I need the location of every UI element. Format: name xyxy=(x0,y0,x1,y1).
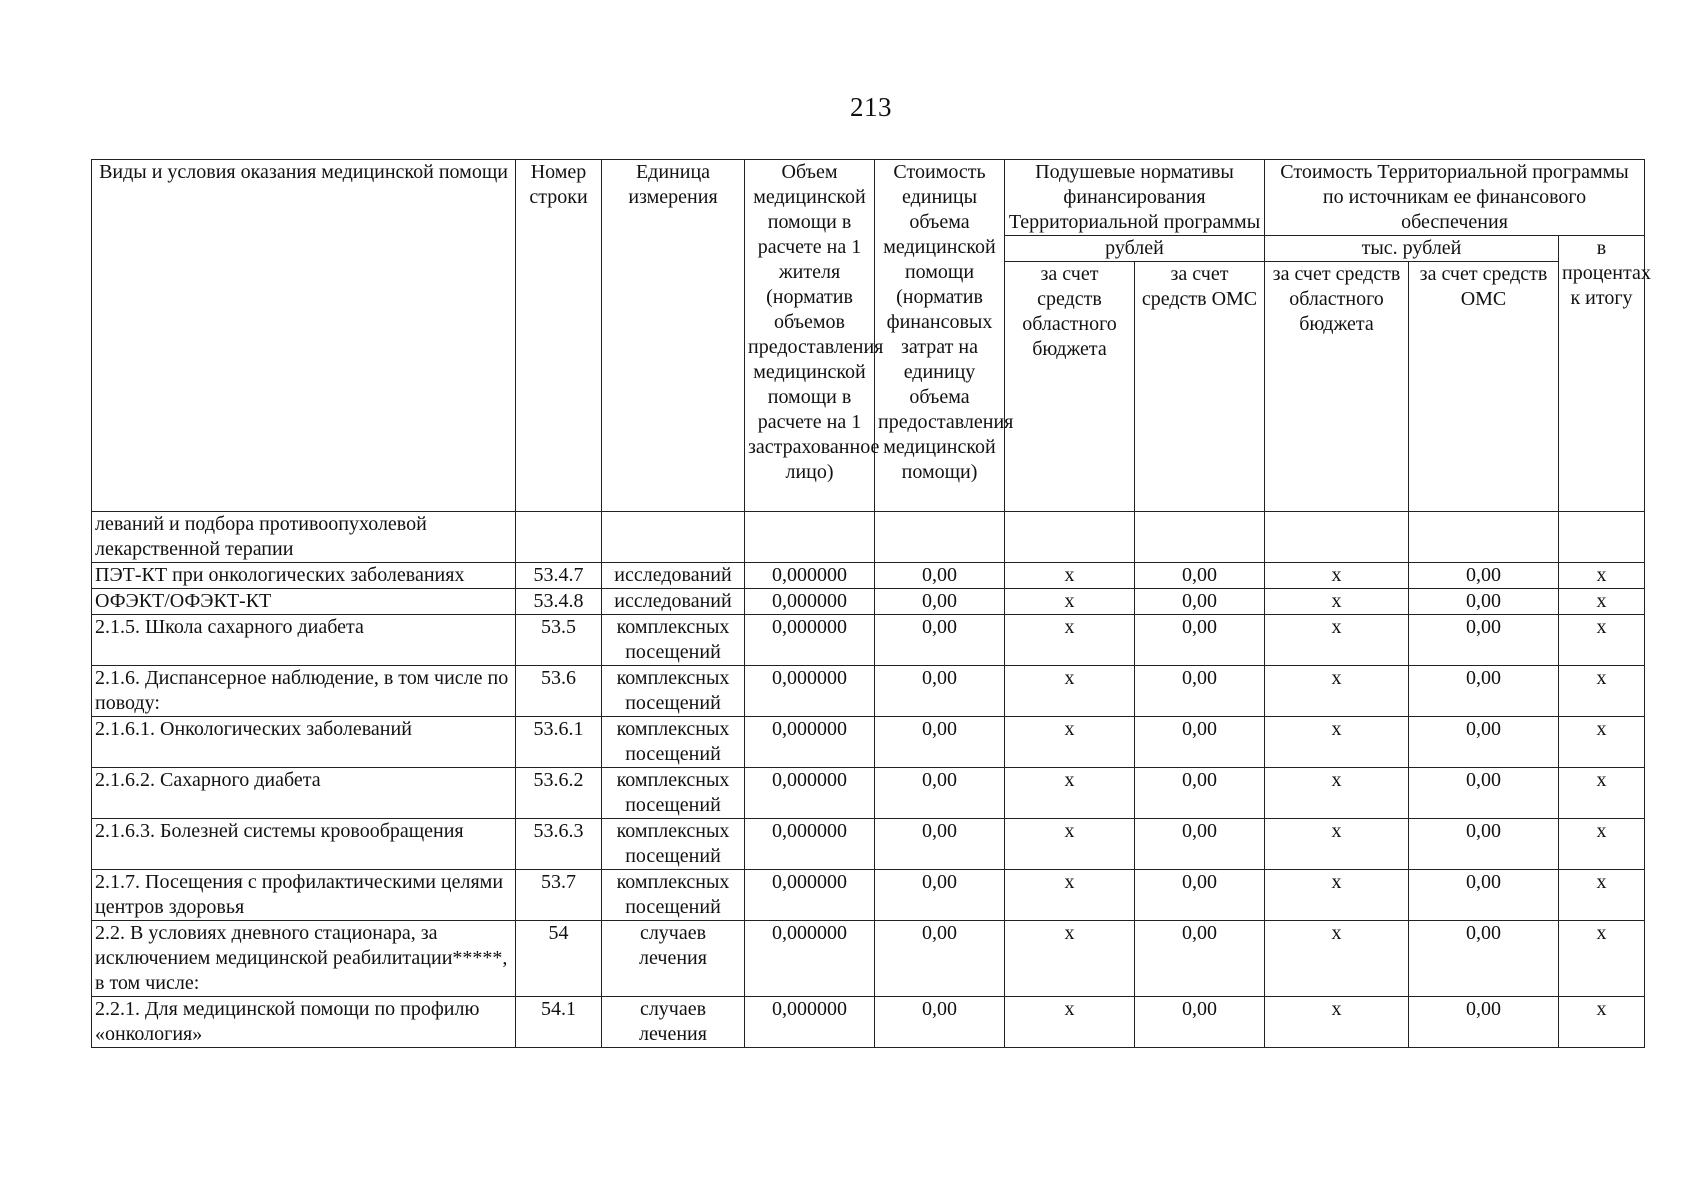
header-oms: за счет средств ОМС xyxy=(1135,262,1265,512)
row-number: 53.5 xyxy=(516,615,602,666)
row-percent xyxy=(1559,512,1645,563)
header-per-capita-norms: Подушевые нормативы финансирования Территориальной программы xyxy=(1005,160,1265,236)
row-name: 2.1.6. Диспансерное наблюдение, в том числе по поводу: xyxy=(92,666,516,717)
row-number xyxy=(516,512,602,563)
header-volume: Объем медицинской помощи в расчете на 1 жителя (норматив объемов предоставления медицинской помощи в расчете на 1 застрахованное лицо) xyxy=(745,160,875,512)
row-oms: 0,00 xyxy=(1135,563,1265,589)
row-oms: 0,00 xyxy=(1135,997,1265,1048)
row-unit-cost: 0,00 xyxy=(875,921,1005,997)
table-body xyxy=(92,512,1645,1048)
row-number: 54.1 xyxy=(516,997,602,1048)
table-row xyxy=(92,997,1645,1048)
row-program-oms: 0,00 xyxy=(1409,563,1559,589)
row-program-oms: 0,00 xyxy=(1409,921,1559,997)
row-percent: х xyxy=(1559,819,1645,870)
table-row xyxy=(92,615,1645,666)
row-oms: 0,00 xyxy=(1135,870,1265,921)
row-percent: х xyxy=(1559,717,1645,768)
table-row xyxy=(92,717,1645,768)
header-unit-cost: Стоимость единицы объема медицинской помощи (норматив финансовых затрат на единицу объема предоставления медицинской помощи) xyxy=(875,160,1005,512)
row-name: 2.1.5. Школа сахарного диабета xyxy=(92,615,516,666)
row-name: леваний и подбора противоопухолевой лекарственной терапии xyxy=(92,512,516,563)
header-row-1 xyxy=(92,160,1645,236)
row-regional-budget: х xyxy=(1005,563,1135,589)
row-regional-budget: х xyxy=(1005,615,1135,666)
row-volume: 0,000000 xyxy=(745,997,875,1048)
row-name: ОФЭКТ/ОФЭКТ-КТ xyxy=(92,589,516,615)
row-unit-cost: 0,00 xyxy=(875,819,1005,870)
row-number: 53.6.1 xyxy=(516,717,602,768)
row-percent: х xyxy=(1559,997,1645,1048)
row-oms: 0,00 xyxy=(1135,615,1265,666)
table-row xyxy=(92,870,1645,921)
row-regional-budget: х xyxy=(1005,666,1135,717)
row-oms: 0,00 xyxy=(1135,666,1265,717)
row-name: 2.1.6.2. Сахарного диабета xyxy=(92,768,516,819)
financing-table xyxy=(91,159,1651,1048)
row-number: 53.4.7 xyxy=(516,563,602,589)
row-program-regional-budget: х xyxy=(1265,589,1409,615)
table-row xyxy=(92,666,1645,717)
row-unit: комплексных посещений xyxy=(602,615,745,666)
row-name: ПЭТ-КТ при онкологических заболеваниях xyxy=(92,563,516,589)
row-percent: х xyxy=(1559,921,1645,997)
row-regional-budget: х xyxy=(1005,921,1135,997)
row-program-regional-budget xyxy=(1265,512,1409,563)
header-service-type: Виды и условия оказания медицинской помощи xyxy=(92,160,516,512)
row-program-oms: 0,00 xyxy=(1409,666,1559,717)
row-program-oms: 0,00 xyxy=(1409,768,1559,819)
row-unit-cost: 0,00 xyxy=(875,563,1005,589)
row-unit-cost: 0,00 xyxy=(875,768,1005,819)
row-program-regional-budget: х xyxy=(1265,870,1409,921)
row-volume: 0,000000 xyxy=(745,666,875,717)
row-oms: 0,00 xyxy=(1135,589,1265,615)
row-regional-budget: х xyxy=(1005,819,1135,870)
row-unit-cost: 0,00 xyxy=(875,666,1005,717)
row-program-oms: 0,00 xyxy=(1409,589,1559,615)
row-unit: комплексных посещений xyxy=(602,666,745,717)
table-row xyxy=(92,921,1645,997)
row-name: 2.1.6.3. Болезней системы кровообращения xyxy=(92,819,516,870)
row-program-regional-budget: х xyxy=(1265,997,1409,1048)
row-percent: х xyxy=(1559,870,1645,921)
table-row xyxy=(92,589,1645,615)
header-regional-budget: за счет средств областного бюджета xyxy=(1005,262,1135,512)
row-name: 2.2.1. Для медицинской помощи по профилю «онкология» xyxy=(92,997,516,1048)
row-program-regional-budget: х xyxy=(1265,921,1409,997)
row-number: 54 xyxy=(516,921,602,997)
row-volume: 0,000000 xyxy=(745,563,875,589)
row-volume: 0,000000 xyxy=(745,819,875,870)
table-row xyxy=(92,563,1645,589)
row-unit-cost: 0,00 xyxy=(875,717,1005,768)
row-unit: случаев лечения xyxy=(602,921,745,997)
row-unit: исследований xyxy=(602,589,745,615)
row-regional-budget: х xyxy=(1005,717,1135,768)
row-program-regional-budget: х xyxy=(1265,819,1409,870)
row-program-regional-budget: х xyxy=(1265,768,1409,819)
row-name: 2.2. В условиях дневного стационара, за исключением медицинской реабилитации*****, в том числе: xyxy=(92,921,516,997)
row-volume: 0,000000 xyxy=(745,717,875,768)
row-number: 53.6.2 xyxy=(516,768,602,819)
row-percent: х xyxy=(1559,615,1645,666)
row-oms: 0,00 xyxy=(1135,819,1265,870)
table-row xyxy=(92,512,1645,563)
header-unit: Единица измерения xyxy=(602,160,745,512)
row-unit-cost: 0,00 xyxy=(875,997,1005,1048)
row-regional-budget: х xyxy=(1005,870,1135,921)
row-program-oms: 0,00 xyxy=(1409,870,1559,921)
row-program-oms xyxy=(1409,512,1559,563)
row-oms: 0,00 xyxy=(1135,768,1265,819)
row-volume: 0,000000 xyxy=(745,589,875,615)
row-unit: комплексных посещений xyxy=(602,819,745,870)
row-oms: 0,00 xyxy=(1135,921,1265,997)
row-program-regional-budget: х xyxy=(1265,563,1409,589)
row-unit-cost: 0,00 xyxy=(875,589,1005,615)
header-program-regional-budget: за счет средств областного бюджета xyxy=(1265,262,1409,512)
row-unit-cost: 0,00 xyxy=(875,870,1005,921)
row-number: 53.6.3 xyxy=(516,819,602,870)
row-percent: х xyxy=(1559,563,1645,589)
row-program-oms: 0,00 xyxy=(1409,615,1559,666)
row-unit-cost: 0,00 xyxy=(875,615,1005,666)
row-regional-budget: х xyxy=(1005,997,1135,1048)
row-oms: 0,00 xyxy=(1135,717,1265,768)
row-number: 53.7 xyxy=(516,870,602,921)
header-row-number: Номер строки xyxy=(516,160,602,512)
row-oms xyxy=(1135,512,1265,563)
table-row xyxy=(92,819,1645,870)
row-unit: комплексных посещений xyxy=(602,717,745,768)
row-number: 53.4.8 xyxy=(516,589,602,615)
row-volume xyxy=(745,512,875,563)
row-regional-budget xyxy=(1005,512,1135,563)
header-unit-rubles: рублей xyxy=(1005,236,1265,262)
header-program-cost: Стоимость Территориальной программы по источникам ее финансового обеспечения xyxy=(1265,160,1645,236)
row-program-regional-budget: х xyxy=(1265,666,1409,717)
row-program-regional-budget: х xyxy=(1265,717,1409,768)
row-unit-cost xyxy=(875,512,1005,563)
header-percent-of-total: в процентах к итогу xyxy=(1559,236,1645,512)
row-program-oms: 0,00 xyxy=(1409,717,1559,768)
page-number: 213 xyxy=(850,92,892,122)
row-unit: комплексных посещений xyxy=(602,870,745,921)
table-row xyxy=(92,768,1645,819)
row-program-regional-budget: х xyxy=(1265,615,1409,666)
row-volume: 0,000000 xyxy=(745,921,875,997)
row-unit: комплексных посещений xyxy=(602,768,745,819)
row-volume: 0,000000 xyxy=(745,615,875,666)
row-program-oms: 0,00 xyxy=(1409,997,1559,1048)
row-unit xyxy=(602,512,745,563)
row-percent: х xyxy=(1559,666,1645,717)
header-unit-thousand-rubles: тыс. рублей xyxy=(1265,236,1559,262)
row-volume: 0,000000 xyxy=(745,870,875,921)
row-regional-budget: х xyxy=(1005,589,1135,615)
row-percent: х xyxy=(1559,589,1645,615)
row-unit: случаев лечения xyxy=(602,997,745,1048)
row-unit: исследований xyxy=(602,563,745,589)
row-number: 53.6 xyxy=(516,666,602,717)
row-regional-budget: х xyxy=(1005,768,1135,819)
header-program-oms: за счет средств ОМС xyxy=(1409,262,1559,512)
row-percent: х xyxy=(1559,768,1645,819)
row-name: 2.1.6.1. Онкологических заболеваний xyxy=(92,717,516,768)
row-name: 2.1.7. Посещения с профилактическими целями центров здоровья xyxy=(92,870,516,921)
row-program-oms: 0,00 xyxy=(1409,819,1559,870)
row-volume: 0,000000 xyxy=(745,768,875,819)
